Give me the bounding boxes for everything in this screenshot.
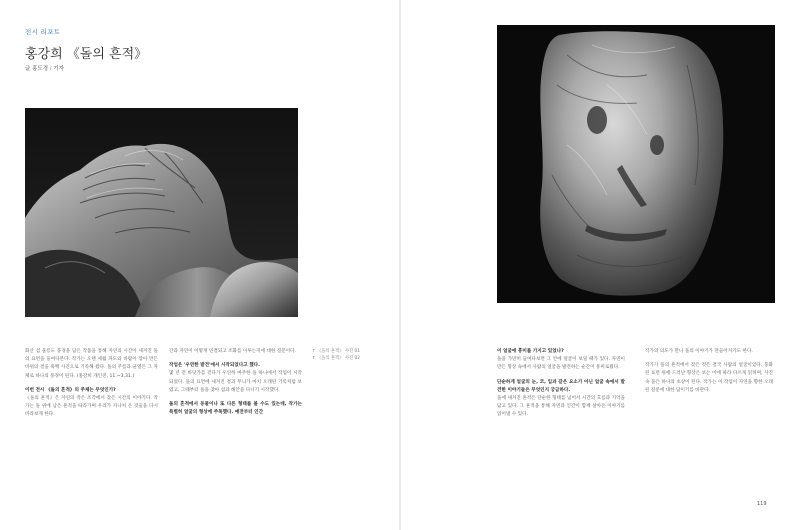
byline: [25, 64, 64, 72]
rock-photo-left: [25, 108, 298, 317]
left-column-1: [25, 348, 158, 426]
left-col2-question: 작업은 '우연한 발견'에서 시작되었다고 했다.: [169, 363, 260, 369]
rock-photo-left-image: [25, 108, 298, 317]
right-col1-question: 이 얼굴에 흥미를 가지고 있었나?: [497, 349, 564, 354]
photo-captions: [312, 348, 382, 362]
page-gutter: [399, 0, 401, 530]
rock-photo-right: [497, 25, 775, 303]
right-col2-body: 작가가 돌의 흔적에서 찾은 것은 결국 사람의 얼굴이었다. 풍화된 표면 위에 드러난 형상은 보는 이에 따라 다르게 읽히며, 사진 속 돌은 하나의 초상이 된다. 작가는 이 작업이 자연을 향한 오래된 질문에 대한 답이기를 바란다.: [645, 363, 773, 393]
caption-1: ↑ 《돌의 흔적》 사진 01: [312, 349, 361, 354]
page-number: 119: [757, 501, 767, 507]
right-column-1: [497, 348, 625, 426]
left-col2-question-2: 돌의 흔적에서 동물이나 또 다른 형태를 볼 수도 있는데, 작가는 특별히 얼굴의 형상에 주목했다. 예전부터 인간: [169, 402, 302, 416]
left-col1-question: 이번 전시 《돌의 흔적》의 주제는 무엇인가?: [25, 387, 116, 393]
left-col1-answer: 《돌의 흔적》은 자연의 작은 조각에서 찾은 시간의 이야기다. 작가는 돌 위에 남은 흔적을 따라가며 우리가 지나쳐 온 것들을 다시 바라보게 한다.: [25, 396, 158, 418]
rock-photo-right-image: [497, 25, 775, 303]
right-col1-question-2: 단순하게 얼굴의 눈, 코, 입과 같은 요소가 아닌 얼굴 속에서 발견한 이야기들은 무엇인지 궁금하다.: [497, 379, 625, 393]
left-col1-intro: 화산 섬 울릉도 풍경을 담은 작품을 통해 자연의 시간이 새겨진 돌의 표면을 들여다본다. 작가는 오랜 세월 파도와 바람이 깎아 만든 바위의 결을 흑백 사진으로 기록해 왔다. 돌의 주름과 균열은 그 자체로 하나의 풍경이 된다. (홍강희 개인전, 11.~3.31.): [25, 349, 158, 379]
right-column-2: [645, 348, 773, 401]
byline-role: 기자: [53, 66, 65, 72]
left-column-2: [169, 348, 302, 417]
caption-2: ↑ 《돌의 흔적》 사진 02: [312, 356, 361, 361]
right-col1-answer-2: 돌에 새겨진 흔적은 단순한 형태를 넘어서 시간의 흐름과 기억을 담고 있다. 그 흔적을 통해 자연과 인간이 함께 살아온 이야기를 읽어낼 수 있다.: [497, 396, 625, 418]
byline-separator: /: [49, 66, 54, 72]
right-col1-answer: 돌을 가만히 들여다보면 그 안에 얼굴이 보일 때가 있다. 자연이 만든 형상 속에서 사람의 얼굴을 발견하는 순간이 흥미로웠다.: [497, 357, 625, 371]
right-col2-intro: 작가의 의도가 만나 돌의 이야기가 만들어지기도 한다.: [645, 349, 753, 354]
left-col2-intro: 간과 자연이 어떻게 연결되고 조화를 이루는지에 대한 질문이다.: [169, 349, 297, 354]
section-label: 전시 리포트: [25, 28, 61, 36]
left-col2-answer: 몇 년 전 바닷가를 걷다가 우연히 마주한 돌 하나에서 작업이 시작되었다. 돌의 표면에 새겨진 결과 무늬가 마치 오래된 기록처럼 보였고, 그때부터 돌을 찾아 섬과 해안을 다니기 시작했다.: [169, 371, 302, 393]
byline-author: 글 홍도경: [25, 66, 49, 72]
article-title: 홍강희 《돌의 흔적》: [25, 47, 148, 62]
